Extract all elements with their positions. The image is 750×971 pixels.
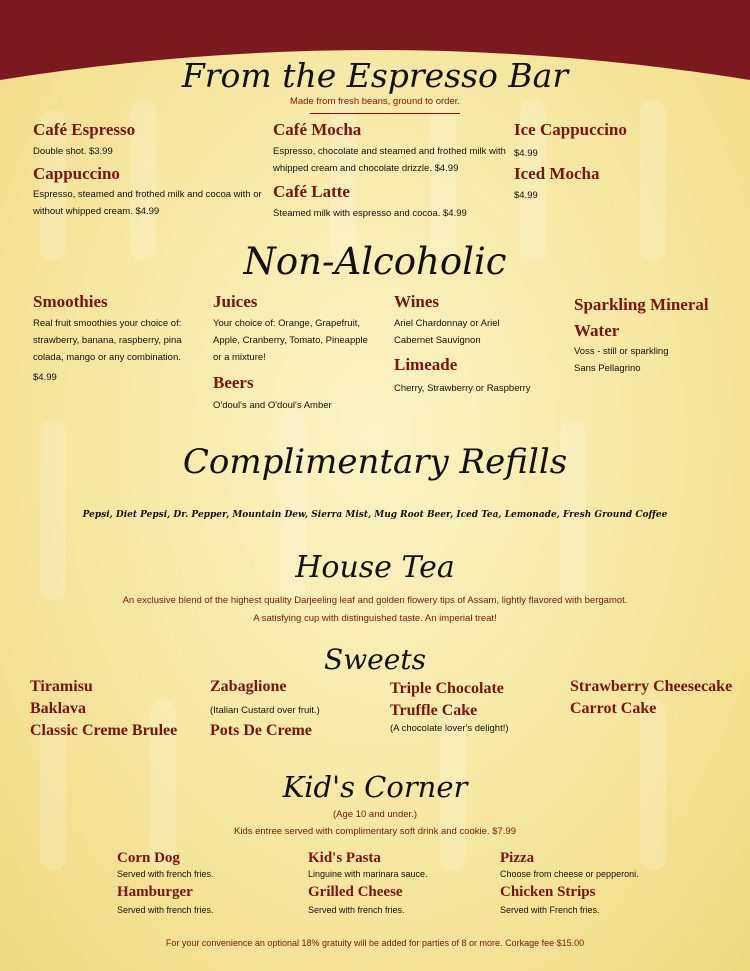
item-cafe-espresso-desc: Double shot. $3.99 bbox=[33, 146, 113, 157]
item-smoothies: Smoothies bbox=[33, 292, 108, 311]
item-limeade-desc: Cherry, Strawberry or Raspberry bbox=[394, 383, 531, 394]
kids-chicken-strips-desc: Served with French fries. bbox=[500, 905, 600, 915]
refills-list: Pepsi, Diet Pepsi, Dr. Pepper, Mountain Dew, Sierra Mist, Mug Root Beer, Iced Tea, Lemonade, Fresh Ground Coffee bbox=[82, 510, 668, 520]
nonalcoholic-title: Non-Alcoholic bbox=[243, 240, 507, 283]
sweet-truffle-cake: Triple Chocolate Truffle Cake bbox=[390, 680, 504, 719]
item-sparkling-water-desc: Voss - still or sparkling Sans Pellagrino bbox=[574, 346, 669, 374]
kids-grilled-cheese: Grilled Cheese bbox=[308, 884, 403, 900]
sweet-zabaglione: Zabaglione bbox=[210, 678, 287, 695]
tea-line-2: A satisfying cup with distinguished taste. An imperial treat! bbox=[253, 613, 497, 624]
item-cafe-latte-desc: Steamed milk with espresso and cocoa. $4.99 bbox=[273, 208, 467, 219]
sweet-pots-de-creme: Pots De Creme bbox=[210, 722, 312, 739]
kids-pizza-desc: Choose from cheese or pepperoni. bbox=[500, 869, 639, 879]
item-beers: Beers bbox=[213, 373, 254, 392]
sweet-baklava: Baklava bbox=[30, 700, 87, 717]
sweets-title: Sweets bbox=[324, 643, 426, 676]
kids-grilled-cheese-desc: Served with french fries. bbox=[308, 905, 405, 915]
tea-title: House Tea bbox=[295, 550, 455, 585]
kids-title: Kid's Corner bbox=[282, 770, 468, 804]
kids-age: (Age 10 and under.) bbox=[333, 809, 417, 820]
item-smoothies-price: $4.99 bbox=[33, 372, 57, 383]
item-cafe-mocha: Café Mocha bbox=[273, 120, 362, 139]
item-cafe-espresso: Café Espresso bbox=[33, 120, 136, 139]
sweet-carrot-cake: Carrot Cake bbox=[570, 700, 657, 717]
kids-pizza: Pizza bbox=[500, 850, 535, 866]
kids-note: Kids entree served with complimentary soft drink and cookie. $7.99 bbox=[234, 826, 516, 837]
item-ice-cappuccino: Ice Cappuccino bbox=[514, 120, 627, 139]
refills-title: Complimentary Refills bbox=[182, 442, 568, 482]
item-cappuccino-desc: Espresso, steamed and frothed milk and cocoa with or without whipped cream. $4.99 bbox=[33, 189, 262, 217]
espresso-subtitle: Made from fresh beans, ground to order. bbox=[289, 96, 461, 107]
sweet-cheesecake: Strawberry Cheesecake bbox=[570, 678, 733, 695]
item-wines: Wines bbox=[394, 292, 440, 311]
espresso-divider bbox=[310, 113, 460, 114]
kids-pasta: Kid's Pasta bbox=[308, 850, 381, 866]
item-cappuccino: Cappuccino bbox=[33, 164, 120, 183]
kids-hamburger-desc: Served with french fries. bbox=[117, 905, 214, 915]
sweet-tiramisu: Tiramisu bbox=[30, 678, 93, 695]
item-ice-cappuccino-desc: $4.99 bbox=[514, 148, 538, 159]
item-limeade: Limeade bbox=[394, 355, 458, 374]
item-iced-mocha: Iced Mocha bbox=[514, 164, 600, 183]
kids-corn-dog-desc: Served with french fries. bbox=[117, 869, 214, 879]
item-wines-desc: Ariel Chardonnay or Ariel Cabernet Sauvignon bbox=[394, 318, 500, 346]
footer-note: For your convenience an optional 18% gratuity will be added for parties of 8 or more. Corkage fee $15.00 bbox=[165, 938, 585, 948]
item-juices-desc: Your choice of: Orange, Grapefruit, Apple, Cranberry, Tomato, Pineapple or a mixture! bbox=[213, 318, 368, 363]
sweet-zabaglione-note: (Italian Custard over fruit.) bbox=[210, 705, 320, 716]
kids-chicken-strips: Chicken Strips bbox=[500, 884, 596, 900]
item-cafe-latte: Café Latte bbox=[273, 182, 350, 201]
kids-corn-dog: Corn Dog bbox=[117, 850, 180, 866]
sweet-creme-brulee: Classic Creme Brulee bbox=[30, 722, 178, 739]
item-beers-desc: O'doul's and O'doul's Amber bbox=[213, 400, 332, 411]
kids-hamburger: Hamburger bbox=[117, 884, 193, 900]
item-juices: Juices bbox=[213, 292, 258, 311]
item-sparkling-water: Sparkling Mineral Water bbox=[574, 295, 709, 340]
item-smoothies-desc: Real fruit smoothies your choice of: strawberry, banana, raspberry, pina colada, mango or any combination. bbox=[33, 318, 182, 363]
espresso-title: From the Espresso Bar bbox=[181, 56, 569, 95]
sweet-truffle-note: (A chocolate lover's delight!) bbox=[390, 723, 509, 734]
kids-pasta-desc: Linguine with marinara sauce. bbox=[308, 869, 428, 879]
item-cafe-mocha-desc: Espresso, chocolate and steamed and frothed milk with whipped cream and chocolate drizzle. $4.99 bbox=[273, 146, 506, 174]
item-iced-mocha-desc: $4.99 bbox=[514, 190, 538, 201]
tea-line-1: An exclusive blend of the highest quality Darjeeling leaf and golden flowery tips of Assam, lightly flavored with bergamot. bbox=[122, 595, 628, 606]
